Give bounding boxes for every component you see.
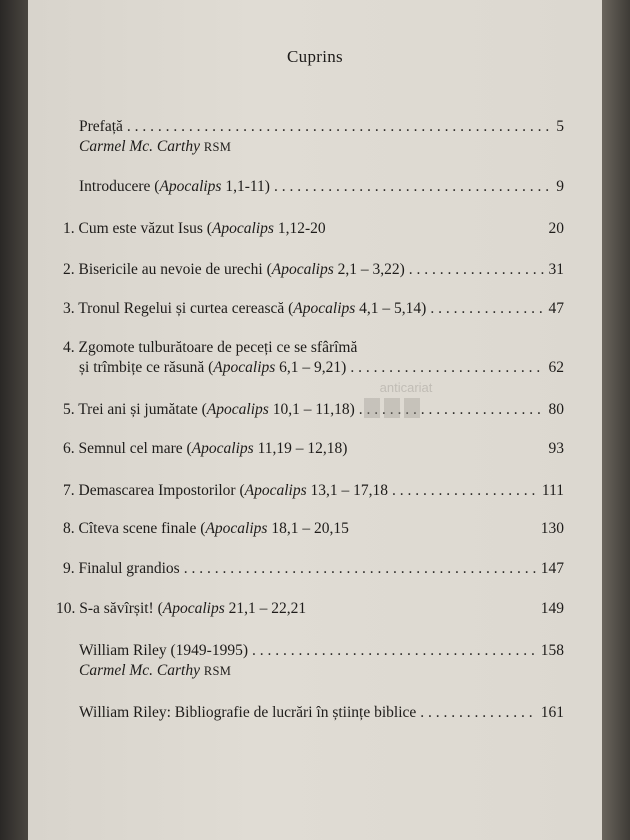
leader-dots (420, 703, 536, 723)
leader-dots (127, 117, 552, 137)
toc-entry-label: 10. S-a săvîrșit! (Apocalips 21,1 – 22,21 (56, 600, 307, 617)
toc-entry-author: Carmel Mc. Carthy RSM (79, 662, 232, 679)
toc-entry-label: 9. Finalul grandios (63, 560, 180, 577)
toc-title: Cuprins (287, 47, 343, 66)
toc-entry-9 (63, 559, 564, 579)
leader-dots (274, 177, 552, 197)
toc-page-number: 147 (540, 560, 564, 577)
toc-entry-author: Carmel Mc. Carthy RSM (79, 138, 232, 155)
toc-page-number: 9 (556, 178, 564, 195)
toc-entry-label: 2. Bisericile au nevoie de urechi (Apocalips 2,1 – 3,22) (63, 261, 405, 278)
toc-page-number: 20 (548, 220, 564, 237)
leader-dots (184, 559, 537, 579)
toc-entry-introducere (79, 177, 564, 197)
toc-entry-label: 6. Semnul cel mare (Apocalips 11,19 – 12,18) (63, 440, 348, 457)
toc-page-number: 111 (541, 482, 564, 499)
toc-entry-1 (63, 219, 564, 239)
toc-entry-5 (63, 400, 564, 420)
toc-entry-label: Prefață (79, 118, 123, 135)
toc-entry-label: Introducere (Apocalips 1,1-11) (79, 178, 270, 195)
toc-page-number: 62 (548, 359, 564, 376)
toc-page-number: 31 (548, 261, 564, 278)
toc-entry-william-riley (79, 641, 564, 681)
toc-entry-label: 7. Demascarea Impostorilor (Apocalips 13,1 – 17,18 (63, 482, 389, 499)
toc-entry-label: William Riley: Bibliografie de lucrări în științe biblice (79, 704, 417, 721)
toc-entry-bibliografie (79, 703, 564, 723)
svg-text:anticariat: anticariat (379, 380, 433, 395)
toc-entry-7 (63, 481, 564, 501)
toc-entry-4 (63, 338, 564, 378)
toc-entry-label: 5. Trei ani și jumătate (Apocalips 10,1 – 11,18) (63, 401, 355, 418)
book-page (28, 0, 602, 840)
toc-page-number: 149 (540, 600, 564, 617)
toc-entry-8 (63, 519, 564, 539)
leader-dots (430, 299, 544, 319)
toc-entry-label: William Riley (1949-1995) (79, 642, 248, 659)
watermark-logo-icon (346, 372, 466, 432)
leader-dots (252, 641, 537, 661)
toc-entry-6 (63, 439, 564, 459)
toc-entry-2 (63, 260, 564, 280)
toc-page-number: 5 (556, 118, 564, 135)
toc-entry-label: 3. Tronul Regelui și curtea cerească (Apocalips 4,1 – 5,14) (63, 300, 427, 317)
toc-entry-label: 8. Cîteva scene finale (Apocalips 18,1 – 20,15 (63, 520, 349, 537)
toc-entry-label: și trîmbițe ce răsună (Apocalips 6,1 – 9,21) (79, 359, 347, 376)
toc-page-number: 93 (548, 440, 564, 457)
toc-page-number: 130 (540, 520, 564, 537)
book-page-edge (602, 0, 630, 840)
toc-page-number: 80 (548, 401, 564, 418)
watermark-logo (346, 372, 466, 432)
toc-entry-prefata (79, 117, 564, 157)
toc-entry-3 (63, 299, 564, 319)
toc-entry-label: 1. Cum este văzut Isus (Apocalips 1,12-20 (63, 220, 326, 237)
toc-entry-label-line1: 4. Zgomote tulburătoare de peceți ce se sfârîmă (63, 339, 358, 356)
toc-entry-10 (56, 599, 564, 619)
book-gutter-shadow (0, 0, 28, 840)
leader-dots (409, 260, 545, 280)
toc-page-number: 161 (540, 704, 564, 721)
toc-page-number: 158 (540, 642, 564, 659)
toc-page-number: 47 (548, 300, 564, 317)
leader-dots (392, 481, 538, 501)
